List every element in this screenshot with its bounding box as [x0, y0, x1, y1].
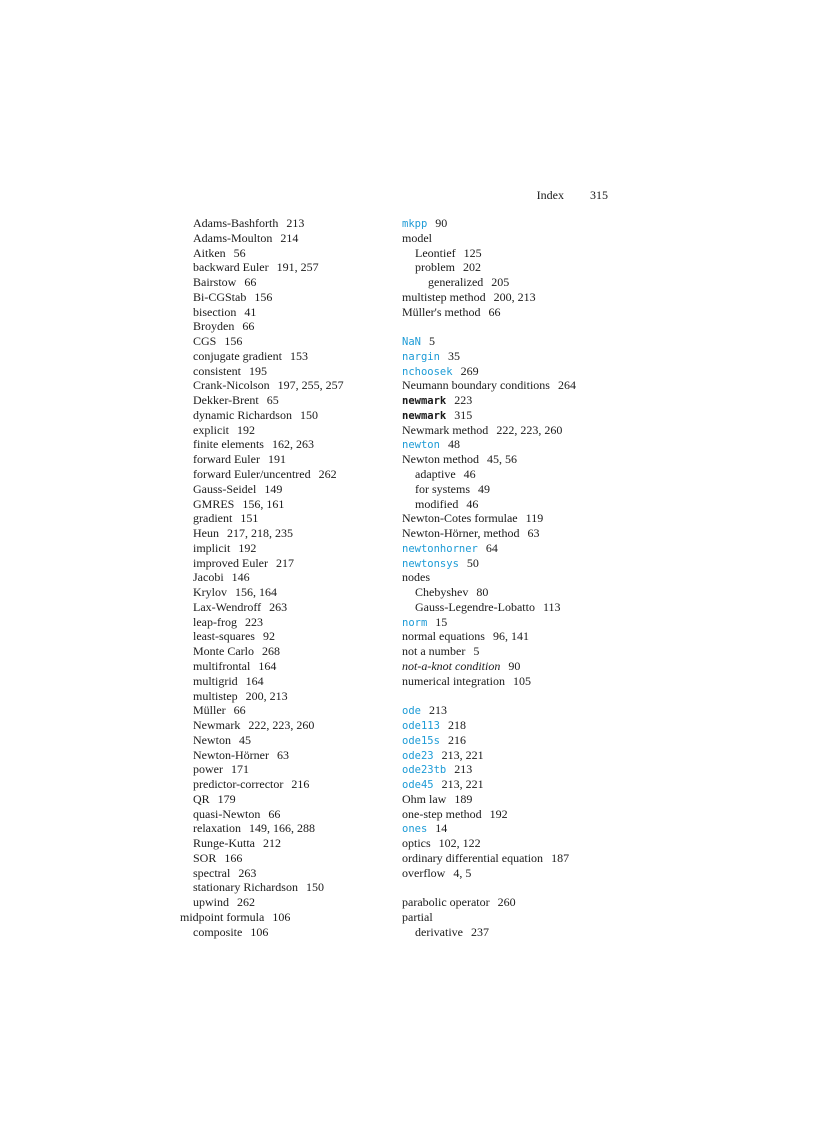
index-term: Crank-Nicolson — [193, 378, 270, 393]
index-term: least-squares — [193, 629, 255, 644]
index-term: Gauss-Seidel — [193, 481, 257, 496]
index-term: Jacobi — [193, 570, 224, 585]
index-term: not-a-knot condition — [402, 658, 501, 673]
index-pages: 66 — [268, 806, 281, 821]
index-pages: 66 — [233, 703, 246, 718]
index-pages: 63 — [276, 747, 289, 762]
index-entry — [180, 748, 385, 763]
index-entry — [402, 821, 622, 836]
index-entry — [402, 511, 622, 526]
index-pages: 191, 257 — [276, 260, 319, 275]
index-term: multigrid — [193, 673, 238, 688]
index-term: conjugate gradient — [193, 348, 282, 363]
index-term: Ohm law — [402, 791, 447, 806]
index-term: newmark — [402, 395, 447, 408]
index-pages: 150 — [305, 880, 324, 895]
index-pages: 217, 218, 235 — [227, 526, 293, 541]
index-pages: 205 — [491, 275, 510, 290]
index-term: parabolic operator — [402, 895, 490, 910]
index-pages: 64 — [485, 540, 498, 555]
index-entry — [402, 585, 622, 600]
index-pages: 4, 5 — [453, 865, 472, 880]
index-term: stationary Richardson — [193, 880, 298, 895]
index-pages: 113 — [542, 599, 561, 614]
index-entry — [180, 556, 385, 571]
index-term: mkpp — [402, 218, 428, 230]
index-pages: 214 — [280, 230, 299, 245]
index-entry — [402, 600, 622, 615]
index-entry — [180, 689, 385, 704]
index-column-left — [180, 216, 385, 940]
index-term: NaN — [402, 336, 421, 349]
index-entry — [180, 600, 385, 615]
index-pages: 263 — [269, 599, 288, 614]
index-entry — [180, 570, 385, 585]
index-pages: 15 — [435, 614, 448, 629]
index-term: Newmark method — [402, 422, 489, 437]
index-entry — [180, 910, 385, 925]
index-term: Neumann boundary conditions — [402, 378, 550, 393]
index-pages: 187 — [551, 850, 570, 865]
index-entry — [402, 629, 622, 644]
index-term: Newmark — [193, 718, 241, 733]
index-pages: 217 — [275, 555, 294, 570]
index-entry — [402, 482, 622, 497]
index-term: derivative — [415, 924, 463, 939]
index-pages: 262 — [318, 467, 337, 482]
index-entry — [402, 246, 622, 261]
index-entry — [402, 866, 622, 881]
index-entry — [180, 674, 385, 689]
running-head — [180, 187, 608, 203]
index-term: ode23tb — [402, 764, 447, 777]
index-letter-gap — [402, 880, 622, 895]
running-head-title: Index — [536, 188, 564, 202]
index-pages: 260 — [497, 895, 516, 910]
index-pages: 45, 56 — [487, 452, 517, 467]
index-entry — [402, 748, 622, 763]
index-pages: 213 — [454, 762, 473, 777]
index-term: newmark — [402, 409, 447, 422]
index-entry — [180, 393, 385, 408]
index-term: ode45 — [402, 779, 434, 792]
index-pages: 213 — [286, 216, 305, 230]
index-entry — [180, 349, 385, 364]
index-term: partial — [402, 909, 433, 924]
index-term: model — [402, 230, 432, 245]
index-term: optics — [402, 836, 431, 851]
index-entry — [180, 718, 385, 733]
index-term: backward Euler — [193, 260, 269, 275]
index-term: relaxation — [193, 821, 241, 836]
index-entry — [402, 305, 622, 320]
index-entry — [402, 925, 622, 940]
index-pages: 66 — [242, 319, 255, 334]
index-pages: 50 — [466, 555, 479, 570]
index-term: Bairstow — [193, 275, 237, 290]
index-term: Broyden — [193, 319, 235, 334]
index-entry — [402, 364, 622, 379]
index-entry — [402, 644, 622, 659]
index-pages: 45 — [239, 732, 251, 747]
index-pages: 41 — [244, 304, 257, 319]
index-pages: 268 — [262, 644, 280, 659]
index-entry — [402, 659, 622, 674]
index-term: overflow — [402, 865, 446, 880]
index-entry — [402, 777, 622, 792]
index-entry — [180, 452, 385, 467]
index-pages: 195 — [249, 363, 267, 378]
index-entry — [402, 452, 622, 467]
index-entry — [180, 615, 385, 630]
index-pages: 156, 161 — [242, 496, 285, 511]
index-pages: 90 — [435, 216, 448, 230]
index-term: problem — [415, 260, 455, 275]
index-term: power — [193, 762, 223, 777]
index-entry — [402, 290, 622, 305]
page-number: 315 — [590, 188, 608, 202]
index-entry — [180, 585, 385, 600]
index-term: newtonhorner — [402, 542, 478, 555]
index-pages: 149 — [264, 481, 283, 496]
index-pages: 264 — [557, 378, 576, 393]
index-entry — [402, 762, 622, 777]
index-pages: 315 — [454, 407, 473, 422]
index-entry — [402, 423, 622, 438]
index-pages: 216 — [447, 732, 466, 747]
index-pages: 65 — [266, 393, 279, 408]
index-pages: 153 — [289, 348, 308, 363]
index-entry — [180, 792, 385, 807]
index-term: Krylov — [193, 585, 227, 600]
index-pages: 49 — [478, 481, 490, 496]
index-entry — [180, 467, 385, 482]
index-entry — [402, 349, 622, 364]
index-entry — [180, 541, 385, 556]
index-term: normal equations — [402, 629, 485, 644]
index-term: Newton-Cotes formulae — [402, 511, 518, 526]
index-pages: 146 — [231, 570, 250, 585]
index-term: forward Euler — [193, 452, 260, 467]
index-pages: 171 — [231, 762, 249, 777]
index-pages: 106 — [272, 909, 291, 924]
index-term: ode113 — [402, 720, 440, 733]
index-entry — [180, 423, 385, 438]
index-pages: 269 — [460, 363, 479, 378]
index-term: Runge-Kutta — [193, 836, 255, 851]
index-entry — [180, 821, 385, 836]
index-pages: 262 — [237, 895, 255, 910]
index-pages: 149, 166, 288 — [248, 821, 315, 836]
index-pages: 156 — [224, 334, 243, 349]
index-pages: 164 — [245, 673, 264, 688]
index-term: SOR — [193, 850, 217, 865]
index-pages: 5 — [428, 334, 435, 349]
index-entry — [402, 393, 622, 408]
index-entry — [402, 467, 622, 482]
index-entry — [402, 526, 622, 541]
index-entry — [180, 659, 385, 674]
index-term: ode15s — [402, 734, 440, 747]
index-pages: 200, 213 — [493, 289, 536, 304]
index-entry — [402, 378, 622, 393]
index-entry — [180, 511, 385, 526]
index-pages: 106 — [250, 924, 269, 939]
index-pages: 46 — [466, 496, 479, 511]
index-pages: 191 — [267, 452, 286, 467]
index-entry — [180, 497, 385, 512]
index-term: bisection — [193, 304, 237, 319]
index-entry — [402, 910, 622, 925]
index-term: Dekker-Brent — [193, 393, 259, 408]
index-term: ode — [402, 705, 421, 718]
index-pages: 213, 221 — [441, 777, 484, 792]
index-entry — [180, 836, 385, 851]
index-pages: 156 — [254, 289, 273, 304]
index-term: ode23 — [402, 749, 434, 762]
index-pages: 192 — [489, 806, 508, 821]
index-entry — [180, 378, 385, 393]
index-entry — [180, 231, 385, 246]
index-pages: 213 — [428, 703, 447, 718]
index-entry — [180, 703, 385, 718]
index-entry — [402, 674, 622, 689]
index-entry — [180, 364, 385, 379]
index-entry — [180, 408, 385, 423]
index-term: GMRES — [193, 496, 235, 511]
index-entry — [180, 644, 385, 659]
index-term: modified — [415, 496, 459, 511]
index-term: Monte Carlo — [193, 644, 254, 659]
index-entry — [180, 807, 385, 822]
index-pages: 189 — [454, 791, 473, 806]
index-column-right — [402, 216, 622, 940]
index-entry — [180, 880, 385, 895]
index-pages: 164 — [258, 658, 277, 673]
index-term: gradient — [193, 511, 233, 526]
index-entry — [402, 703, 622, 718]
index-term: leap-frog — [193, 614, 237, 629]
index-term: Lax-Wendroff — [193, 599, 262, 614]
index-entry — [180, 777, 385, 792]
index-term: nchoosek — [402, 365, 453, 378]
index-pages: 92 — [262, 629, 275, 644]
index-entry — [180, 895, 385, 910]
index-term: ones — [402, 823, 428, 836]
index-entry — [402, 541, 622, 556]
index-entry — [180, 319, 385, 334]
index-term: Adams-Moulton — [193, 230, 273, 245]
index-term: Newton-Hörner — [193, 747, 269, 762]
index-pages: 212 — [263, 836, 281, 851]
index-pages: 222, 223, 260 — [248, 718, 315, 733]
index-pages: 119 — [525, 511, 544, 526]
index-entry — [180, 290, 385, 305]
index-pages: 263 — [238, 865, 257, 880]
index-letter-gap — [402, 319, 622, 334]
index-term: Newton — [193, 732, 231, 747]
index-entry — [402, 851, 622, 866]
index-entry — [180, 275, 385, 290]
index-entry — [402, 615, 622, 630]
index-entry — [402, 836, 622, 851]
index-entry — [402, 718, 622, 733]
index-entry — [402, 437, 622, 452]
index-entry — [402, 216, 622, 231]
index-pages: 150 — [299, 407, 318, 422]
index-entry — [180, 482, 385, 497]
index-entry — [180, 851, 385, 866]
index-pages: 202 — [463, 260, 481, 275]
index-term: Newton method — [402, 452, 479, 467]
index-pages: 46 — [463, 467, 476, 482]
index-entry — [180, 334, 385, 349]
index-pages: 192 — [237, 422, 255, 437]
index-pages: 162, 263 — [271, 437, 314, 452]
index-pages: 105 — [512, 673, 531, 688]
index-entry — [180, 246, 385, 261]
index-entry — [180, 526, 385, 541]
index-pages: 213, 221 — [441, 747, 484, 762]
index-pages: 166 — [224, 850, 243, 865]
index-entry — [402, 895, 622, 910]
index-term: implicit — [193, 540, 231, 555]
index-term: multistep — [193, 688, 238, 703]
index-entry — [180, 629, 385, 644]
index-term: Leontief — [415, 245, 456, 260]
index-entry — [180, 866, 385, 881]
index-pages: 96, 141 — [492, 629, 529, 644]
index-letter-gap — [402, 689, 622, 704]
index-entry — [402, 570, 622, 585]
index-entry — [402, 792, 622, 807]
index-pages: 151 — [240, 511, 259, 526]
index-pages: 5 — [473, 644, 480, 659]
index-term: Müller — [193, 703, 226, 718]
index-pages: 223 — [244, 614, 263, 629]
index-pages: 102, 122 — [438, 836, 481, 851]
index-entry — [180, 216, 385, 231]
index-entry — [180, 762, 385, 777]
index-term: upwind — [193, 895, 229, 910]
index-pages: 222, 223, 260 — [496, 422, 563, 437]
index-entry — [402, 260, 622, 275]
index-term: consistent — [193, 363, 241, 378]
index-pages: 218 — [447, 718, 466, 733]
index-entry — [402, 497, 622, 512]
index-term: ordinary differential equation — [402, 850, 544, 865]
index-term: Gauss-Legendre-Lobatto — [415, 599, 535, 614]
index-term: spectral — [193, 865, 231, 880]
index-pages: 66 — [244, 275, 257, 290]
index-pages: 192 — [238, 540, 257, 555]
index-term: dynamic Richardson — [193, 407, 292, 422]
index-pages: 63 — [527, 526, 540, 541]
index-term: multifrontal — [193, 658, 251, 673]
index-term: for systems — [415, 481, 470, 496]
index-term: finite elements — [193, 437, 264, 452]
index-pages: 156, 164 — [235, 585, 277, 600]
index-pages: 80 — [476, 585, 489, 600]
index-pages: 56 — [233, 245, 246, 260]
index-pages: 237 — [470, 924, 489, 939]
index-term: CGS — [193, 334, 217, 349]
index-term: Müller's method — [402, 304, 481, 319]
index-entry — [180, 305, 385, 320]
index-pages: 35 — [447, 348, 460, 363]
index-pages: 200, 213 — [245, 688, 288, 703]
index-entry — [402, 807, 622, 822]
index-pages: 125 — [463, 245, 482, 260]
index-term: norm — [402, 616, 428, 629]
index-term: adaptive — [415, 467, 456, 482]
index-term: improved Euler — [193, 555, 268, 570]
index-term: Chebyshev — [415, 585, 469, 600]
index-entry — [180, 925, 385, 940]
index-term: nodes — [402, 570, 430, 585]
index-term: composite — [193, 924, 243, 939]
index-term: multistep method — [402, 289, 486, 304]
index-term: newton — [402, 439, 440, 452]
index-pages: 179 — [217, 791, 236, 806]
index-entry — [402, 408, 622, 423]
index-term: generalized — [428, 275, 484, 290]
index-term: newtonsys — [402, 557, 459, 570]
index-term: Adams-Bashforth — [193, 216, 279, 230]
index-entry — [180, 260, 385, 275]
index-term: nargin — [402, 350, 440, 363]
index-pages: 90 — [508, 658, 521, 673]
index-term: QR — [193, 791, 210, 806]
index-term: forward Euler/uncentred — [193, 467, 311, 482]
index-pages: 14 — [435, 821, 448, 836]
index-entry — [402, 334, 622, 349]
index-entry — [402, 556, 622, 571]
index-entry — [180, 437, 385, 452]
index-pages: 197, 255, 257 — [277, 378, 344, 393]
index-pages: 223 — [454, 393, 473, 408]
index-entry — [402, 275, 622, 290]
index-pages: 48 — [447, 437, 460, 452]
index-term: predictor-corrector — [193, 777, 284, 792]
index-entry — [402, 231, 622, 246]
index-term: one-step method — [402, 806, 482, 821]
index-term: midpoint formula — [180, 909, 265, 924]
index-term: Bi-CGStab — [193, 289, 247, 304]
index-term: not a number — [402, 644, 466, 659]
index-term: Aitken — [193, 245, 226, 260]
index-entry — [180, 733, 385, 748]
index-term: Newton-Hörner, method — [402, 526, 520, 541]
index-term: explicit — [193, 422, 229, 437]
index-pages: 66 — [488, 304, 501, 319]
index-term: quasi-Newton — [193, 806, 261, 821]
index-term: numerical integration — [402, 673, 505, 688]
index-term: Heun — [193, 526, 219, 541]
index-entry — [402, 733, 622, 748]
index-pages: 216 — [291, 777, 310, 792]
